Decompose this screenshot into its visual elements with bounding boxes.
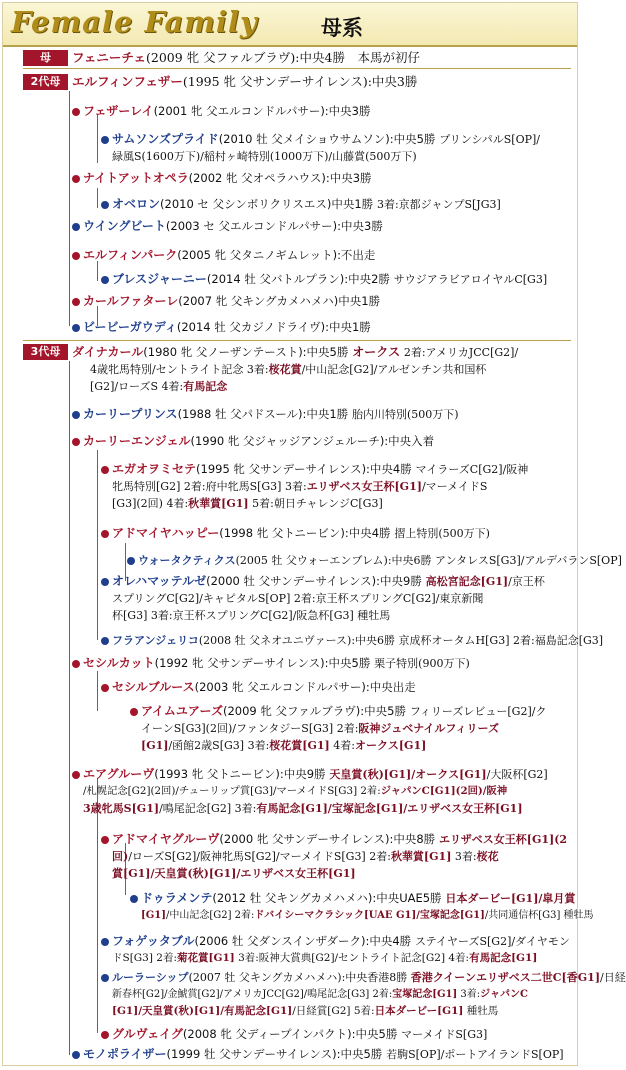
divider <box>23 340 571 341</box>
tag-third-dam: 3代母 <box>23 344 68 360</box>
horse-achievements: 菊花賞[G1] <box>177 952 235 964</box>
horse-detail: (2005 牡 父ウォーエンブレム):中央6勝 <box>235 554 432 567</box>
entry-row <box>138 552 622 569</box>
entry-row <box>83 247 375 264</box>
male-dot-icon <box>72 411 80 419</box>
tree-line <box>69 361 70 1055</box>
horse-name: エガオヲミセテ <box>112 462 197 476</box>
horse-detail: (2005 牝 父タニノギムレット):不出走 <box>177 248 376 262</box>
male-dot-icon <box>101 136 109 144</box>
horse-achievements: 種牡馬 <box>463 1005 499 1017</box>
horse-achievements: 賞[G1]/天皇賞(秋)[G1]/エリザベス女王杯[G1] <box>112 867 356 880</box>
horse-achievements: /札幌記念[G2](2回)/チューリップ賞[G3]/マーメイドS[G3] 2着: <box>83 785 381 797</box>
third-dam-achievement: /中山記念[G2]/アルゼンチン共和国杯 <box>301 363 487 376</box>
entry-row <box>112 196 501 213</box>
horse-achievements: 若駒S[OP]/ポートアイランドS[OP] <box>386 1048 564 1061</box>
horse-detail: (2009 牝 父ファルブラヴ):中央5勝 <box>222 704 406 718</box>
horse-achievements: 高松宮記念[G1] <box>425 575 509 588</box>
entry-row <box>112 461 572 512</box>
female-dot-icon <box>130 708 138 716</box>
gen-row-third-dam <box>23 344 518 395</box>
third-dam-achievement: [G2]/ローズS 4着: <box>90 380 184 393</box>
male-dot-icon <box>72 1051 80 1059</box>
granddam-detail: (1995 牝 父サンデーサイレンス):中央3勝 <box>182 74 418 89</box>
male-dot-icon <box>72 324 80 332</box>
third-dam-detail: (1980 牝 父ノーザンテースト):中央5勝 <box>143 345 349 359</box>
male-dot-icon <box>127 557 135 565</box>
divider <box>23 68 571 69</box>
header-banner <box>3 3 577 47</box>
horse-achievements: /函館2歳S[G3] 3着: <box>168 739 270 752</box>
entry-row <box>112 525 490 542</box>
male-dot-icon <box>101 637 109 645</box>
entry-row <box>83 103 371 120</box>
entry-row <box>112 969 626 1020</box>
horse-achievements: 牝馬特別[G2] 2着:府中牝馬S[G3] 3着: <box>112 480 307 493</box>
female-dot-icon <box>101 836 109 844</box>
horse-detail: (2014 牡 父カジノドライヴ):中央1勝 <box>176 320 371 334</box>
female-dot-icon <box>101 530 109 538</box>
horse-achievements: /共同通信杯[G3] 種牡馬 <box>484 910 594 921</box>
female-dot-icon <box>72 175 80 183</box>
horse-name: フォゲッタブル <box>112 934 195 948</box>
horse-name: エルフィンパーク <box>83 248 178 262</box>
horse-name: ルーラーシップ <box>112 971 189 984</box>
third-dam-achievement: 4歳牝馬特別/セントライト記念 3着: <box>90 363 269 376</box>
gen-row-dam <box>23 49 420 66</box>
entry-row <box>112 632 603 649</box>
third-dam-achievement: オークス <box>352 345 401 359</box>
female-dot-icon <box>72 252 80 260</box>
horse-name: ドゥラメンテ <box>141 891 213 905</box>
tree-line <box>97 261 98 281</box>
horse-name: ナイトアットオペラ <box>83 171 189 185</box>
entry-row <box>112 131 572 165</box>
horse-detail: (1990 牝 父ジャッジアンジェルーチ):中央入着 <box>190 434 435 448</box>
tree-line <box>97 188 98 208</box>
tree-line <box>69 91 70 326</box>
horse-achievements: 回) <box>112 850 129 863</box>
horse-detail: (2007 牡 父キングカメハメハ):中央香港8勝 <box>188 971 408 984</box>
male-dot-icon <box>101 201 109 209</box>
tree-line <box>97 671 98 711</box>
entry-row <box>83 218 383 235</box>
third-dam-achievement: 桜花賞 <box>268 363 302 376</box>
horse-achievements: 宝塚記念[G1] <box>392 989 458 1000</box>
horse-detail: (2006 牡 父ダンスインザダーク):中央4勝 <box>194 934 412 948</box>
horse-achievements: [G3](2回) 4着: <box>112 497 189 510</box>
horse-name: モノポライザー <box>83 1047 167 1061</box>
horse-achievements: 3着: <box>457 989 481 1000</box>
horse-achievements: 秋華賞[G1] <box>390 850 452 863</box>
entry-row <box>112 1026 487 1043</box>
horse-achievements: ステイヤーズS[G2]/ダイヤモン <box>415 935 570 948</box>
female-dot-icon <box>72 660 80 668</box>
horse-name: アイムユアーズ <box>141 704 223 718</box>
horse-detail: (2003 セ 父エルコンドルパサー):中央3勝 <box>165 219 383 233</box>
tree-line <box>97 450 98 640</box>
horse-achievements: ジャパンC <box>480 989 528 1000</box>
male-dot-icon <box>101 938 109 946</box>
entry-row <box>83 1046 564 1063</box>
horse-achievements: /大阪杯[G2] <box>486 768 548 781</box>
horse-achievements: マイラーズC[G2]/阪神 <box>415 463 529 476</box>
female-dot-icon <box>72 771 80 779</box>
horse-achievements: プリンシパルS[OP]/ <box>439 133 540 146</box>
female-dot-icon <box>101 466 109 474</box>
horse-achievements: 栗子特別(900万下) <box>374 657 470 670</box>
female-dot-icon <box>101 684 109 692</box>
horse-name: グルヴェイグ <box>112 1027 183 1041</box>
horse-name: カールファターレ <box>83 294 179 308</box>
female-dot-icon <box>72 108 80 116</box>
horse-name: ブレスジャーニー <box>112 272 207 286</box>
horse-detail: (2008 牝 父ディープインパクト):中央5勝 <box>182 1027 398 1041</box>
title-ja: 母系 <box>321 16 363 40</box>
male-dot-icon <box>72 223 80 231</box>
granddam-name: エルフィンフェザー <box>72 74 183 89</box>
horse-detail: (2000 牝 父サンデーサイレンス):中央8勝 <box>219 832 436 846</box>
horse-name: ウォータクティクス <box>138 554 236 567</box>
horse-name: フラアンジェリコ <box>112 634 199 647</box>
horse-achievements: 胎内川特別(500万下) <box>351 408 459 421</box>
horse-achievements: 桜花賞[G1] <box>269 739 330 752</box>
horse-achievements: [G1] <box>141 739 169 752</box>
horse-detail: (1993 牝 父トニービン):中央9勝 <box>154 767 326 781</box>
horse-achievements: 4着: <box>329 739 355 752</box>
horse-detail: (2010 セ 父シンボリクリスエス)中央1勝 <box>160 197 374 211</box>
horse-achievements: スプリングC[G2]/キャピタルS[OP] 2着:京王杯スプリングC[G2]/東京新聞 <box>112 592 484 605</box>
horse-achievements: /鳴尾記念[G2] 3着: <box>159 802 257 815</box>
horse-achievements: ドS[G3] 2着: <box>112 952 178 964</box>
horse-detail: (2000 牡 父サンデーサイレンス):中央9勝 <box>206 574 422 588</box>
tag-dam: 母 <box>23 50 68 66</box>
entry-row <box>112 831 572 882</box>
horse-detail: (2014 牡 父バトルプラン):中央2勝 <box>206 272 390 286</box>
horse-detail: (1995 牝 父サンデーサイレンス):中央4勝 <box>196 462 412 476</box>
horse-achievements: イーンS[G3](2回)/ファンタジーS[G3] 2着: <box>141 722 359 735</box>
entry-row <box>83 766 571 817</box>
horse-achievements: フィリーズレビュー[G2]/ク <box>409 705 547 718</box>
male-dot-icon <box>101 276 109 284</box>
horse-name: アドマイヤグルーヴ <box>112 832 220 846</box>
dam-detail: (2009 牝 父ファルブラヴ):中央4勝 本馬が初仔 <box>146 50 420 65</box>
horse-name: エアグルーヴ <box>83 767 155 781</box>
entry-row <box>112 679 416 696</box>
horse-detail: (2002 牝 父オペラハウス):中央3勝 <box>188 171 372 185</box>
third-dam-achievement: 2着:アメリカJCC[G2]/ <box>403 346 519 359</box>
horse-achievements: 杯[G3] 3着:京王杯スプリングC[G2]/阪急杯[G3] 種牡馬 <box>112 609 391 622</box>
horse-name: カーリーエンジェル <box>83 434 191 448</box>
horse-achievements: オークス[G1] <box>354 739 427 752</box>
horse-achievements: 3着:阪神大賞典[G2]/セントライト記念[G2] 4着: <box>234 952 470 964</box>
horse-detail: (2003 牝 父エルコンドルパサー):中央出走 <box>194 680 416 694</box>
third-dam-name: ダイナカール <box>72 345 144 359</box>
tree-line <box>97 115 98 163</box>
female-dot-icon <box>72 298 80 306</box>
horse-achievements: 3着:京都ジャンプS[JG3] <box>376 198 501 211</box>
female-dot-icon <box>72 438 80 446</box>
horse-achievements: [G1]/天皇賞(秋)[G1]/有馬記念[G1] <box>112 1005 293 1017</box>
horse-name: ウイングビート <box>83 219 166 233</box>
entry-row <box>112 933 572 967</box>
horse-achievements: エリザベス女王杯[G1] <box>306 480 422 493</box>
horse-name: サムソンズプライド <box>112 132 219 146</box>
horse-achievements: 摺上特別(500万下) <box>394 527 490 540</box>
male-dot-icon <box>101 578 109 586</box>
horse-detail: (1992 牝 父サンデーサイレンス):中央5勝 <box>154 656 371 670</box>
horse-achievements: 日本ダービー[G1] <box>374 1005 464 1017</box>
horse-achievements: 5着:朝日チャレンジC[G3] <box>248 497 383 510</box>
horse-achievements: 有馬記念[G1] <box>469 952 538 964</box>
horse-detail: (1998 牝 父トニービン):中央4勝 <box>219 526 391 540</box>
horse-achievements: /ローズS[G2]/阪神牝馬S[G2]/マーメイドS[G3] 2着: <box>128 850 391 863</box>
entry-row <box>141 890 594 924</box>
horse-achievements: /京王杯 <box>508 575 545 588</box>
horse-achievements: ドバイシーマクラシック[UAE G1]/宝塚記念[G1] <box>254 910 485 921</box>
entry-row <box>83 293 380 310</box>
horse-achievements: エリザベス女王杯[G1](2 <box>438 833 568 846</box>
horse-detail: (2008 牡 父ネオユニヴァース):中央6勝 <box>198 634 396 647</box>
horse-achievements: 秋華賞[G1] <box>188 497 249 510</box>
horse-name: ビービーガウディ <box>83 320 177 334</box>
horse-achievements: 有馬記念[G1]/宝塚記念[G1]/エリザベス女王杯[G1] <box>256 802 523 815</box>
dam-name: フェニーチェ <box>72 50 147 65</box>
horse-achievements: 日本ダービー[G1]/皐月賞 <box>445 892 576 905</box>
horse-detail: (1999 牡 父サンデーサイレンス):中央5勝 <box>166 1047 383 1061</box>
horse-achievements: /マーメイドS <box>421 480 488 493</box>
horse-achievements: 京成杯オータムH[G3] 2着:福島記念[G3] <box>398 634 604 647</box>
horse-detail: (1988 牡 父パドスール):中央1勝 <box>177 407 349 421</box>
horse-achievements: /日経賞[G2] 5着: <box>292 1005 375 1017</box>
horse-achievements: サウジアラビアロイヤルC[G3] <box>393 273 548 286</box>
horse-name: アドマイヤハッピー <box>112 526 220 540</box>
entry-row <box>112 573 572 624</box>
horse-name: フェザーレイ <box>83 104 154 118</box>
horse-name: カーリープリンス <box>83 407 178 421</box>
horse-detail: (2010 牡 父メイショウサムソン):中央5勝 <box>218 132 436 146</box>
horse-name: セシルブルース <box>112 680 195 694</box>
horse-detail: (2001 牝 父エルコンドルパサー):中央3勝 <box>153 104 371 118</box>
horse-name: セシルカット <box>83 656 155 670</box>
horse-achievements: マーメイドS[G3] <box>401 1028 488 1041</box>
female-dot-icon <box>101 1031 109 1039</box>
horse-detail: (2007 牝 父キングカメハメハ)中央1勝 <box>178 294 381 308</box>
horse-achievements: ジャパンC[G1](2回)/阪神 <box>380 785 508 797</box>
horse-achievements: 新春杯[G2]/金鯱賞[G2]/アメリカJCC[G2]/鳴尾記念[G3] 2着: <box>112 989 393 1000</box>
gen-row-granddam <box>23 73 417 90</box>
horse-achievements: [G1] <box>141 910 166 921</box>
horse-name: オベロン <box>112 197 161 211</box>
pedigree-panel <box>2 2 626 1066</box>
entry-row <box>112 271 547 288</box>
horse-achievements: 緑風S(1600万下)/稲村ヶ崎特別(1000万下)/山藤賞(500万下) <box>112 150 417 163</box>
third-dam-achievement: 有馬記念 <box>183 380 228 393</box>
horse-achievements: /中山記念[G2] 2着: <box>165 910 255 921</box>
male-dot-icon <box>130 895 138 903</box>
entry-row <box>83 433 434 450</box>
horse-achievements: 桜花 <box>476 850 499 863</box>
entry-row <box>83 170 372 187</box>
horse-detail: (2012 牡 父キングカメハメハ):中央UAE5勝 <box>212 891 442 905</box>
horse-achievements: アンタレスS[G3]/アルデバランS[OP] <box>435 554 622 567</box>
entry-row <box>83 406 459 423</box>
horse-achievements: 香港クイーンエリザベス二世C[香G1] <box>410 971 601 984</box>
horse-achievements: /日経 <box>600 971 626 984</box>
horse-achievements: 3歳牝馬S[G1] <box>83 802 160 815</box>
male-dot-icon <box>101 974 109 982</box>
horse-achievements: 阪神ジュベナイルフィリーズ <box>358 722 500 735</box>
horse-achievements: 天皇賞(秋)[G1]/オークス[G1] <box>329 768 487 781</box>
horse-name: オレハマッテルゼ <box>112 574 207 588</box>
entry-row <box>141 703 573 754</box>
entry-row <box>83 319 371 336</box>
tag-granddam: 2代母 <box>23 74 68 90</box>
horse-achievements: 3着: <box>451 850 477 863</box>
entry-row <box>83 655 470 672</box>
title-en: Female Family <box>11 5 258 39</box>
